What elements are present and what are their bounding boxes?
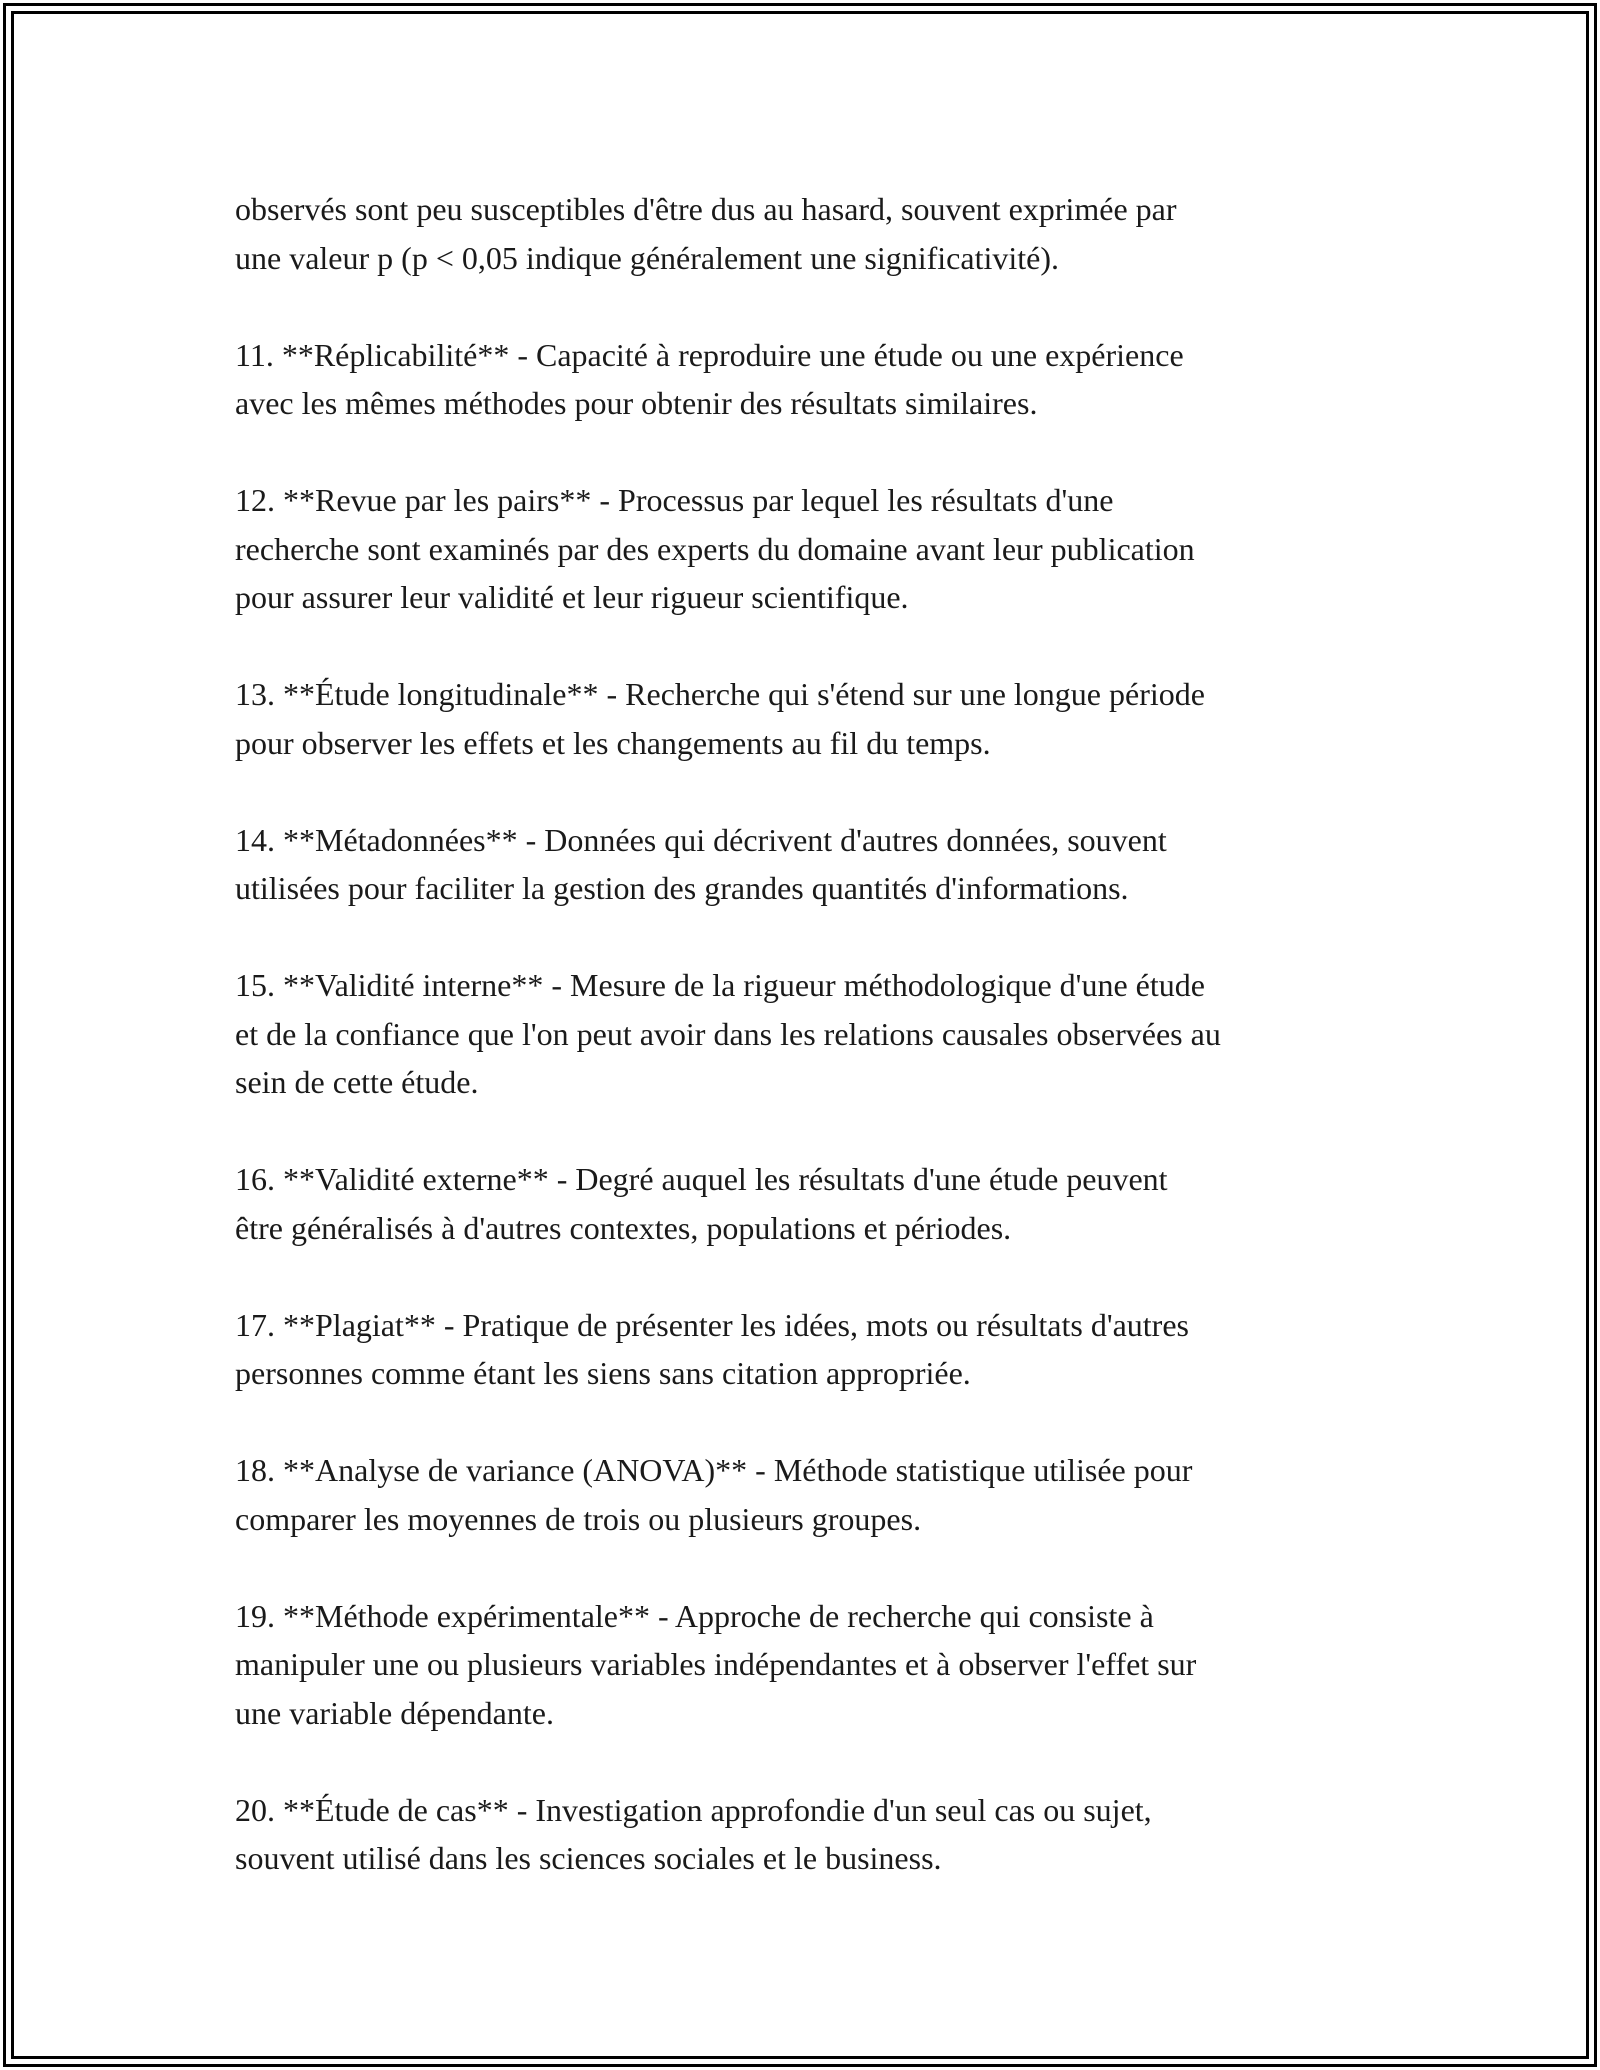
paragraph-continuation: observés sont peu susceptibles d'être dus au hasard, souvent exprimée par une valeur p (p < 0,05 indique généralement une significativité). (235, 191, 1177, 276)
list-item-17-plagiat: 17. **Plagiat** - Pratique de présenter les idées, mots ou résultats d'autres personnes comme étant les siens sans citation appropriée. (235, 1306, 1189, 1391)
list-item-16-validite-externe: 16. **Validité externe** - Degré auquel les résultats d'une étude peuvent être généralisés à d'autres contextes, populations et périodes. (235, 1161, 1168, 1246)
list-item-11-replicabilite: 11. **Réplicabilité** - Capacité à reproduire une étude ou une expérience avec les mêmes méthodes pour obtenir des résultats similaires. (235, 336, 1184, 421)
document-body (235, 185, 1380, 1931)
list-item-13-etude-longitudinale: 13. **Étude longitudinale** - Recherche qui s'étend sur une longue période pour observer les effets et les changements au fil du temps. (235, 676, 1205, 761)
list-item-15-validite-interne: 15. **Validité interne** - Mesure de la rigueur méthodologique d'une étude et de la confiance que l'on peut avoir dans les relations causales observées au sein de cette étude. (235, 967, 1221, 1100)
list-item-14-metadonnees: 14. **Métadonnées** - Données qui décrivent d'autres données, souvent utilisées pour faciliter la gestion des grandes quantités d'informations. (235, 821, 1167, 906)
list-item-19-methode-experimentale: 19. **Méthode expérimentale** - Approche de recherche qui consiste à manipuler une ou plusieurs variables indépendantes et à observer l'effet sur une variable dépendante. (235, 1597, 1197, 1731)
list-item-12-revue-par-les-pairs: 12. **Revue par les pairs** - Processus par lequel les résultats d'une recherche sont examinés par des experts du domaine avant leur publication pour assurer leur validité et leur rigueur scientifique. (235, 482, 1195, 615)
list-item-20-etude-de-cas: 20. **Étude de cas** - Investigation approfondie d'un seul cas ou sujet, souvent utilisé dans les sciences sociales et le business. (235, 1791, 1152, 1876)
list-item-18-anova: 18. **Analyse de variance (ANOVA)** - Méthode statistique utilisée pour comparer les moyennes de trois ou plusieurs groupes. (235, 1452, 1193, 1537)
